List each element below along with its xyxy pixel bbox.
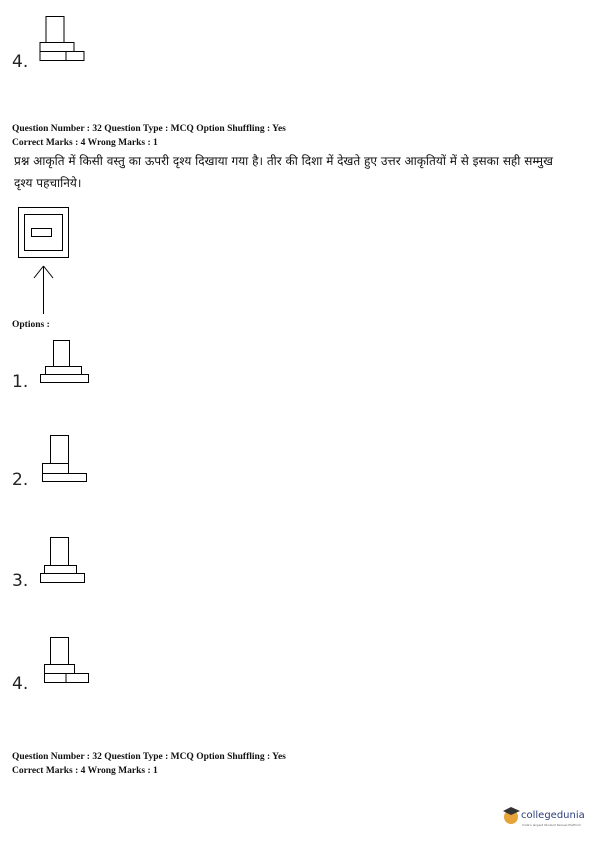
question-text: प्रश्न आकृति में किसी वस्तु का ऊपरी दृश्य दिखाया गया है। तीर की दिशा में देखते हुए उत्तर आकृतियों में से इसका सही सम्मुख दृश्य पहचानिये। xyxy=(14,154,553,190)
option-4-figure xyxy=(42,637,97,687)
logo-text: collegedunia xyxy=(521,810,585,821)
option-2-number: 2. xyxy=(12,470,29,490)
option-3-number: 3. xyxy=(12,571,29,591)
option-2-figure xyxy=(42,435,97,485)
question-meta-line-1: Question Number : 32 Question Type : MCQ Option Shuffling : Yes xyxy=(12,124,286,134)
option-4-number: 4. xyxy=(12,674,29,694)
question-meta-line-2: Correct Marks : 4 Wrong Marks : 1 xyxy=(12,138,158,148)
option-1-figure xyxy=(40,340,95,385)
question-top-view-figure xyxy=(18,207,78,267)
viewing-direction-arrow-icon xyxy=(30,264,60,316)
question-2-meta-line-2: Correct Marks : 4 Wrong Marks : 1 xyxy=(12,766,158,776)
top-option-4-number: 4. xyxy=(12,52,29,72)
logo-tagline: India's largest Student Review Platform xyxy=(522,823,582,827)
top-option-4-figure xyxy=(38,16,88,66)
question-2-meta-line-1: Question Number : 32 Question Type : MCQ Option Shuffling : Yes xyxy=(12,752,286,762)
options-label: Options : xyxy=(12,320,50,330)
graduate-cap-logo-icon xyxy=(502,805,522,827)
option-1-number: 1. xyxy=(12,372,29,392)
option-3-figure xyxy=(40,537,95,587)
